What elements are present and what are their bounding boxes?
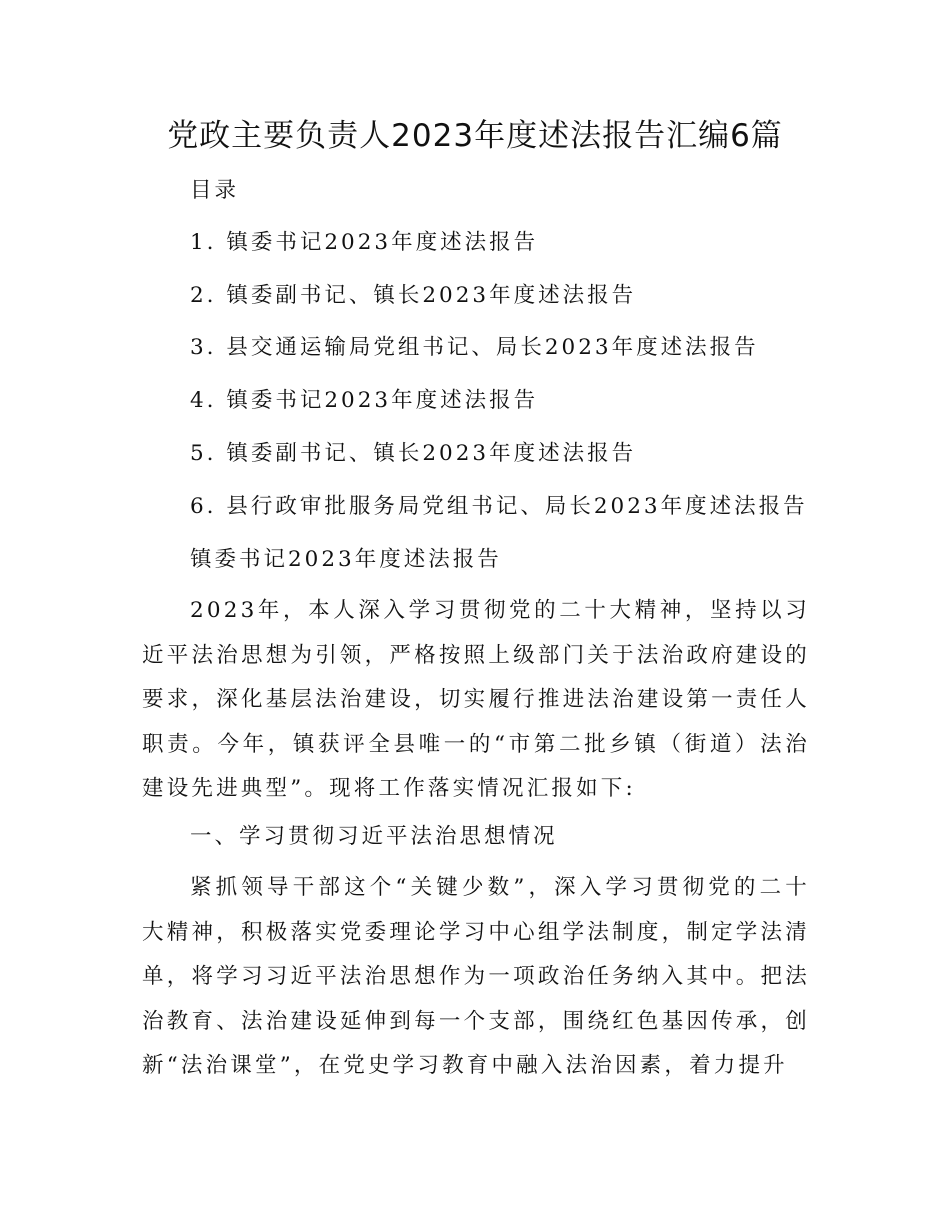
toc-item-5: 5. 镇委副书记、镇长2023年度述法报告 <box>190 441 637 466</box>
toc-item-1: 1. 镇委书记2023年度述法报告 <box>190 230 539 255</box>
toc-heading: 目录 <box>190 178 240 203</box>
toc-item-3: 3. 县交通运输局党组书记、局长2023年度述法报告 <box>190 335 759 360</box>
subheading-study: 一、学习贯彻习近平法治思想情况 <box>190 824 558 849</box>
section-title: 镇委书记2023年度述法报告 <box>190 547 502 572</box>
toc-item-4: 4. 镇委书记2023年度述法报告 <box>190 388 539 413</box>
toc-item-2: 2. 镇委副书记、镇长2023年度述法报告 <box>190 283 637 308</box>
document-title: 党政主要负责人2023年度述法报告汇编6篇 <box>167 118 783 154</box>
paragraph-intro: 2023年，本人深入学习贯彻党的二十大精神，坚持以习近平法治思想为引领，严格按照上级部门关于法治政府建设的要求，深化基层法治建设，切实履行推进法治建设第一责任人职责。今年，镇获评全县唯一的“市第二批乡镇（街道）法治建设先进典型”。现将工作落实情况汇报如下: <box>142 598 810 801</box>
paragraph-study: 紧抓领导干部这个“关键少数”，深入学习贯彻党的二十大精神，积极落实党委理论学习中心组学法制度，制定学法清单，将学习习近平法治思想作为一项政治任务纳入其中。把法治教育、法治建设延伸到每一个支部，围绕红色基因传承，创新“法治课堂”，在党史学习教育中融入法治因素，着力提升 <box>142 875 810 1078</box>
toc-item-6: 6. 县行政审批服务局党组书记、局长2023年度述法报告 <box>190 494 808 519</box>
